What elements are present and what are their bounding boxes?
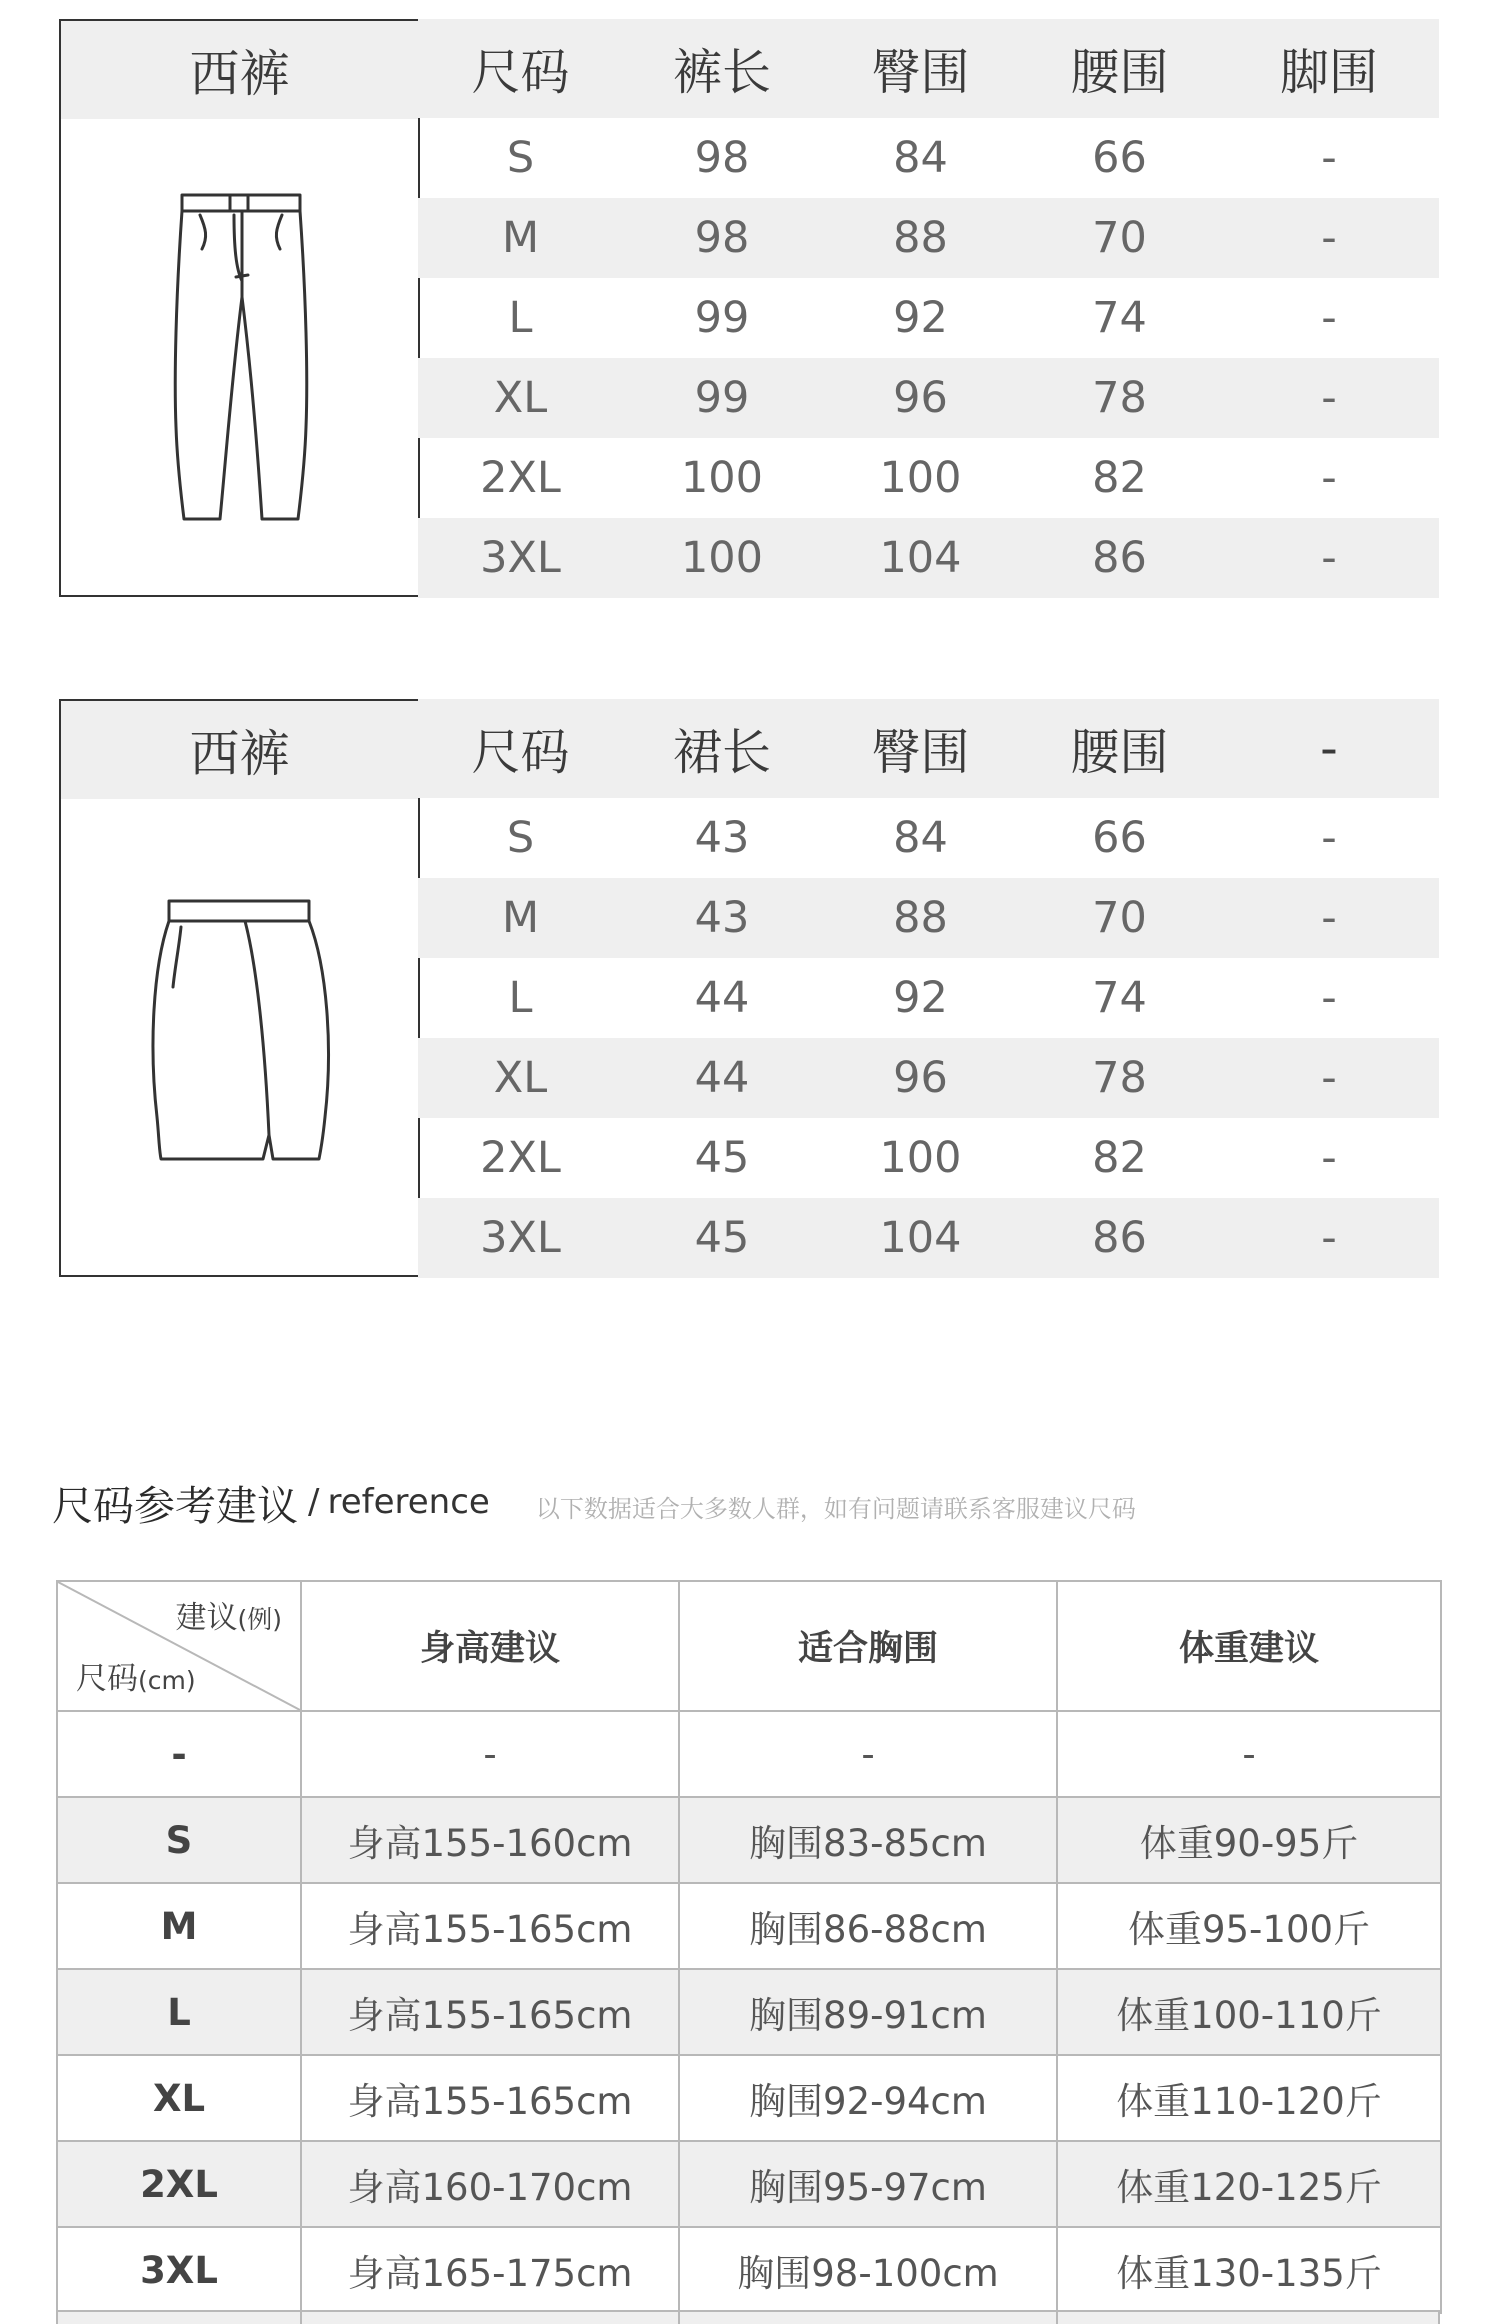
cell-hip: 84 (893, 133, 948, 183)
cell-hem: - (1321, 133, 1337, 183)
cell-hem: - (1321, 293, 1337, 343)
cell-waist: 66 (1092, 133, 1147, 183)
cell-size: L (57, 1969, 301, 2055)
cell-waist: 82 (1092, 453, 1147, 503)
corner-label-size: 尺码(cm) (76, 1661, 196, 1697)
header-hem: 脚围 (1219, 19, 1439, 118)
skirt-icon (145, 887, 335, 1187)
cell-hem: - (1219, 518, 1439, 598)
cell-size: XL (57, 2055, 301, 2141)
cell-bust: 胸围98-100cm (679, 2227, 1057, 2313)
cell-extra: - (1321, 1133, 1337, 1183)
cell-weight: - (1057, 1711, 1441, 1797)
cell-bust: 胸围95-97cm (679, 2141, 1057, 2227)
cell-length: 43 (623, 878, 821, 958)
table-row (418, 198, 1439, 278)
cell-size: S (506, 813, 535, 863)
cell-hip: 92 (893, 973, 948, 1023)
skirt-garment-title: 西裤 (61, 701, 418, 799)
table-row (418, 278, 1439, 358)
tail-divider (1056, 2312, 1058, 2324)
cell-waist: 82 (1092, 1133, 1147, 1183)
table-row (418, 438, 1439, 518)
cell-hem: - (1219, 198, 1439, 278)
cell-hip: 88 (821, 878, 1020, 958)
cell-height: 身高160-170cm (301, 2141, 679, 2227)
skirt-measure-table (418, 699, 1439, 1278)
cell-size: M (57, 1883, 301, 1969)
tail-divider (56, 2312, 58, 2324)
cell-size: - (57, 1711, 301, 1797)
skirt-illustration (61, 799, 418, 1275)
header-length: 裤长 (623, 19, 821, 118)
cell-weight: 体重130-135斤 (1057, 2227, 1441, 2313)
cell-length: 45 (694, 1133, 750, 1183)
skirt-garment-panel (59, 699, 420, 1277)
reference-title: 尺码参考建议 (52, 1481, 298, 1530)
cell-size: M (418, 878, 623, 958)
header-size: 尺码 (418, 699, 623, 798)
cell-size: 3XL (418, 518, 623, 598)
cell-bust: 胸围83-85cm (679, 1797, 1057, 1883)
skirt-size-chart (59, 699, 1439, 1275)
table-row (418, 118, 1439, 198)
table-row (418, 1198, 1439, 1278)
cell-length: 43 (694, 813, 750, 863)
cell-waist: 70 (1020, 878, 1219, 958)
cell-weight: 体重90-95斤 (1057, 1797, 1441, 1883)
cell-size: S (506, 133, 535, 183)
cell-length: 45 (623, 1198, 821, 1278)
tail-divider (300, 2312, 302, 2324)
cell-hem: - (1219, 358, 1439, 438)
cell-length: 44 (694, 973, 750, 1023)
trousers-garment-title: 西裤 (61, 21, 418, 119)
table-row (418, 1118, 1439, 1198)
cell-extra: - (1219, 1038, 1439, 1118)
cell-height: - (301, 1711, 679, 1797)
table-row (57, 1883, 1441, 1969)
cell-extra: - (1219, 1198, 1439, 1278)
trousers-icon (160, 177, 320, 537)
cell-hip: 96 (821, 1038, 1020, 1118)
cell-size: XL (418, 1038, 623, 1118)
cell-height: 身高165-175cm (301, 2227, 679, 2313)
header-waist: 腰围 (1020, 699, 1219, 798)
header-size: 尺码 (418, 19, 623, 118)
reference-subtitle: reference (327, 1482, 490, 1522)
table-row (418, 878, 1439, 958)
tail-divider (1438, 2312, 1440, 2324)
reference-table (56, 1580, 1442, 2314)
cell-waist: 70 (1020, 198, 1219, 278)
cell-length: 98 (694, 133, 750, 183)
cell-hip: 96 (821, 358, 1020, 438)
table-header-row (57, 1581, 1441, 1711)
table-row (57, 1711, 1441, 1797)
corner-header (57, 1581, 301, 1711)
corner-label-suggestion: 建议(例) (175, 1600, 282, 1636)
trousers-size-chart (59, 19, 1439, 595)
cell-hem: - (1321, 453, 1337, 503)
cell-height: 身高155-160cm (301, 1797, 679, 1883)
header-length: 裙长 (623, 699, 821, 798)
cell-length: 99 (623, 358, 821, 438)
cell-extra: - (1219, 878, 1439, 958)
cell-hip: 88 (821, 198, 1020, 278)
cell-hip: 104 (821, 1198, 1020, 1278)
cell-hip: 84 (893, 813, 948, 863)
cell-bust: - (679, 1711, 1057, 1797)
cell-height: 身高155-165cm (301, 2055, 679, 2141)
table-row (418, 1038, 1439, 1118)
header-height: 身高建议 (301, 1581, 679, 1711)
cell-bust: 胸围92-94cm (679, 2055, 1057, 2141)
reference-note: 以下数据适合大多数人群，如有问题请联系客服建议尺码 (535, 1494, 1136, 1523)
cell-size: 2XL (480, 453, 561, 503)
cell-hip: 100 (879, 1133, 962, 1183)
table-header-row (418, 699, 1439, 798)
trousers-measure-table (418, 19, 1439, 598)
cell-waist: 74 (1092, 293, 1147, 343)
cell-hip: 104 (821, 518, 1020, 598)
table-row (418, 518, 1439, 598)
table-row (418, 798, 1439, 878)
cell-hip: 92 (893, 293, 948, 343)
reference-separator: / (308, 1482, 320, 1522)
cell-size: 3XL (418, 1198, 623, 1278)
table-row (57, 1797, 1441, 1883)
table-row (57, 2055, 1441, 2141)
cell-waist: 66 (1092, 813, 1147, 863)
header-weight: 体重建议 (1057, 1581, 1441, 1711)
cell-size: S (57, 1797, 301, 1883)
cell-size: 3XL (57, 2227, 301, 2313)
cell-weight: 体重120-125斤 (1057, 2141, 1441, 2227)
reference-heading (52, 1472, 1452, 1532)
cell-waist: 74 (1092, 973, 1147, 1023)
cell-height: 身高155-165cm (301, 1969, 679, 2055)
tail-divider (678, 2312, 680, 2324)
cell-length: 44 (623, 1038, 821, 1118)
table-row (418, 958, 1439, 1038)
table-row (418, 358, 1439, 438)
cell-size: L (508, 973, 533, 1023)
cell-hip: 100 (879, 453, 962, 503)
cell-waist: 86 (1020, 518, 1219, 598)
trousers-illustration (61, 119, 418, 595)
cell-size: 2XL (57, 2141, 301, 2227)
cell-waist: 78 (1020, 358, 1219, 438)
cell-extra: - (1321, 813, 1337, 863)
cell-waist: 78 (1020, 1038, 1219, 1118)
cell-length: 100 (680, 453, 764, 503)
cell-weight: 体重100-110斤 (1057, 1969, 1441, 2055)
table-row (57, 2227, 1441, 2313)
table-row (57, 1969, 1441, 2055)
cell-extra: - (1321, 973, 1337, 1023)
table-header-row (418, 19, 1439, 118)
cell-size: XL (418, 358, 623, 438)
cell-length: 100 (623, 518, 821, 598)
cell-size: L (508, 293, 533, 343)
header-hip: 臀围 (821, 19, 1020, 118)
cell-waist: 86 (1020, 1198, 1219, 1278)
header-waist: 腰围 (1020, 19, 1219, 118)
table-row (57, 2141, 1441, 2227)
cell-length: 99 (694, 293, 750, 343)
header-extra: - (1219, 699, 1439, 798)
cell-bust: 胸围86-88cm (679, 1883, 1057, 1969)
cell-length: 98 (623, 198, 821, 278)
cell-bust: 胸围89-91cm (679, 1969, 1057, 2055)
trousers-garment-panel (59, 19, 420, 597)
cell-weight: 体重110-120斤 (1057, 2055, 1441, 2141)
cell-height: 身高155-165cm (301, 1883, 679, 1969)
header-bust: 适合胸围 (679, 1581, 1057, 1711)
header-hip: 臀围 (821, 699, 1020, 798)
cell-size: M (418, 198, 623, 278)
cell-weight: 体重95-100斤 (1057, 1883, 1441, 1969)
cell-size: 2XL (480, 1133, 561, 1183)
